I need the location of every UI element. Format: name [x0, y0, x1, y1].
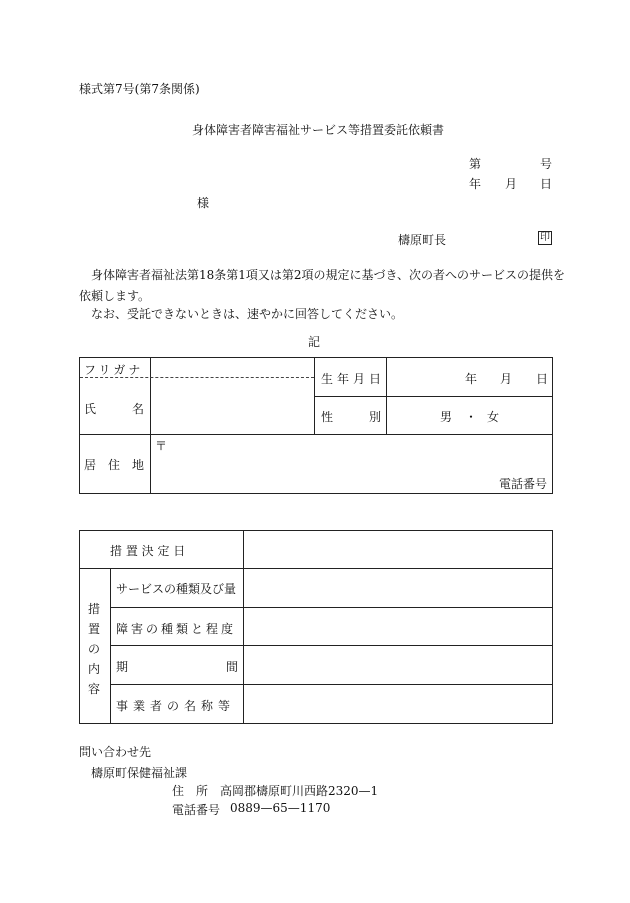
contact-address-label: 住 所: [172, 784, 209, 798]
furigana-label: フリガナ: [84, 363, 144, 377]
body-paragraph-1b: 依頼します。: [79, 289, 151, 303]
address-label-1: 居: [84, 458, 97, 472]
phone-label: 電話番号: [499, 477, 548, 491]
date-month: 月: [505, 177, 518, 191]
body-paragraph-1a: 身体障害者福祉法第18条第1項又は第2項の規定に基づき、次の者へのサービスの提供を: [91, 268, 566, 282]
contact-phone-label: 電話番号: [172, 803, 221, 817]
addressee-suffix: 様: [197, 196, 210, 210]
name-label-1: 氏: [84, 402, 97, 416]
form-number: 様式第7号(第7条関係): [79, 82, 200, 96]
sex-male: 男: [440, 410, 453, 424]
document-title: 身体障害者障害福祉サービス等措置委託依頼書: [192, 123, 445, 137]
body-paragraph-2: なお、受託できないときは、速やかに回答してください。: [91, 307, 404, 321]
number-prefix: 第: [469, 157, 482, 171]
date-day: 日: [540, 177, 553, 191]
postal-mark: 〒: [155, 439, 168, 453]
period-label-1: 期: [116, 660, 129, 674]
disability-type-label: 障害の種類と程度: [116, 622, 237, 636]
birth-month: 月: [500, 372, 513, 386]
provider-name-label: 事業者の名称等: [116, 699, 236, 713]
contact-phone-value: 0889—65—1170: [230, 801, 331, 815]
content-label-vertical: 措 置 の 内 容: [87, 602, 100, 696]
sex-label-2: 別: [369, 410, 382, 424]
address-label-2: 住: [108, 458, 121, 472]
contact-address-value: 高岡郡檮原町川西路2320—1: [220, 784, 379, 798]
address-label-3: 地: [132, 458, 145, 472]
issuer: 檮原町長: [398, 233, 447, 247]
birth-label: 生年月日: [321, 372, 386, 386]
birth-year: 年: [465, 372, 478, 386]
sex-dot: ・: [465, 410, 478, 424]
decision-date-label: 措 置 決 定 日: [110, 544, 186, 558]
period-label-2: 間: [226, 660, 239, 674]
sex-female: 女: [487, 410, 500, 424]
sex-label-1: 性: [321, 410, 334, 424]
number-suffix: 号: [540, 157, 553, 171]
date-year: 年: [469, 177, 482, 191]
contact-heading: 問い合わせ先: [79, 745, 152, 759]
ki-heading: 記: [308, 335, 321, 349]
name-label-2: 名: [132, 402, 145, 416]
birth-day: 日: [536, 372, 549, 386]
seal-mark: 印: [540, 232, 550, 243]
contact-office: 檮原町保健福祉課: [91, 766, 188, 780]
service-type-label: サービスの種類及び量: [116, 582, 237, 596]
